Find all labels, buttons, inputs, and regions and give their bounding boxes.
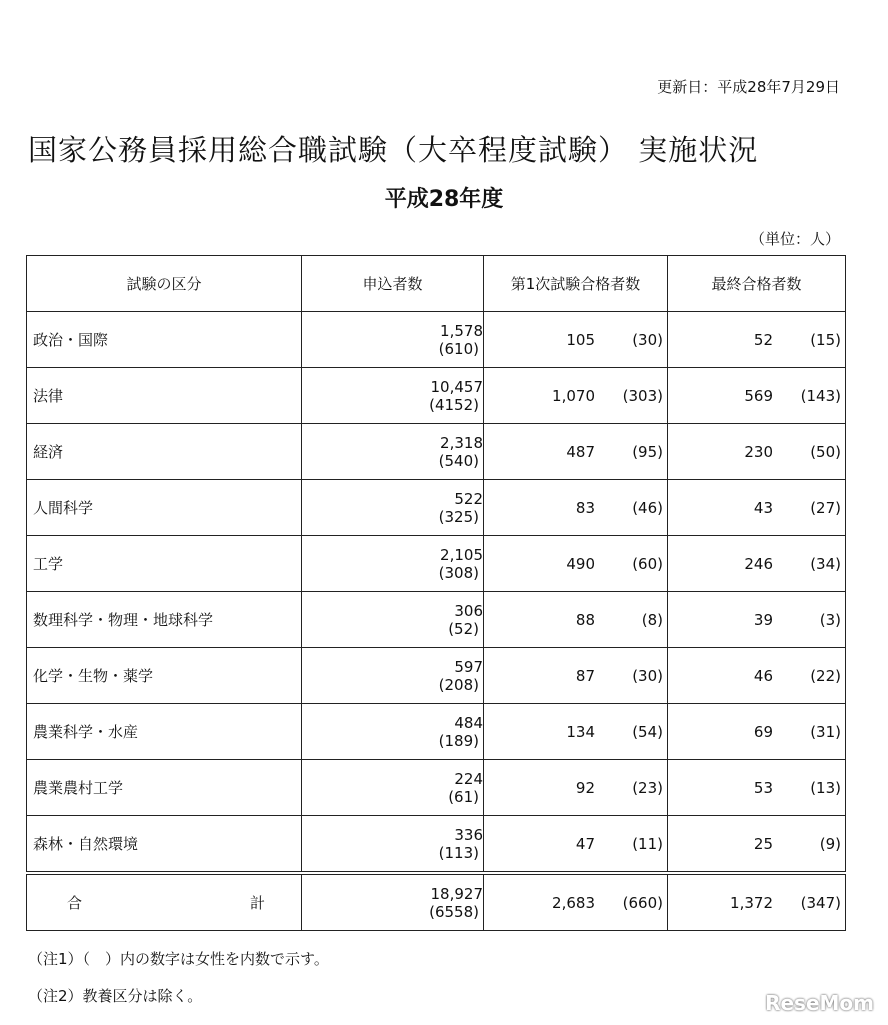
first-pass-cell (484, 592, 668, 648)
female-value: (325) (438, 507, 479, 526)
final-pass-cell (668, 816, 846, 874)
female-value: (9) (819, 834, 841, 853)
value: 83 (575, 498, 595, 517)
total-final-pass (668, 873, 846, 931)
category-cell: 農業科学・水産 (27, 704, 302, 760)
final-pass-cell (668, 424, 846, 480)
updated-date: 更新日：平成28年7月29日 (657, 78, 840, 96)
applicants-cell (302, 536, 484, 592)
value: 2,683 (552, 893, 595, 912)
female-value: (30) (632, 330, 663, 349)
female-value: (3) (819, 610, 841, 629)
value: 10,457 (430, 377, 483, 396)
female-value: (347) (800, 893, 841, 912)
female-value: (27) (810, 498, 841, 517)
value: 569 (744, 386, 773, 405)
category-cell: 人間科学 (27, 480, 302, 536)
female-value: (143) (800, 386, 841, 405)
final-pass-cell (668, 368, 846, 424)
category-cell: 農業農村工学 (27, 760, 302, 816)
value: 134 (566, 722, 595, 741)
total-label-1: 合 (67, 894, 83, 912)
female-value: (660) (622, 893, 663, 912)
final-pass-cell (668, 592, 846, 648)
female-value: (610) (438, 339, 479, 358)
value: 53 (753, 778, 773, 797)
page-subtitle: 平成28年度 (384, 187, 504, 212)
category-cell: 法律 (27, 368, 302, 424)
applicants-cell (302, 424, 484, 480)
female-value: (13) (810, 778, 841, 797)
female-value: (22) (810, 666, 841, 685)
category-cell: 化学・生物・薬学 (27, 648, 302, 704)
category-cell: 森林・自然環境 (27, 816, 302, 874)
first-pass-cell (484, 312, 668, 368)
table-row (27, 704, 846, 760)
note-2: （注2）教養区分は除く。 (28, 987, 203, 1005)
table-row (27, 312, 846, 368)
value: 88 (575, 610, 595, 629)
female-value: (61) (448, 787, 479, 806)
female-value: (23) (632, 778, 663, 797)
results-table (26, 255, 846, 931)
table-row (27, 648, 846, 704)
value: 87 (575, 666, 595, 685)
female-value: (60) (632, 554, 663, 573)
value: 105 (566, 330, 595, 349)
applicants-cell (302, 704, 484, 760)
value: 1,372 (730, 893, 773, 912)
first-pass-cell (484, 424, 668, 480)
female-value: (50) (810, 442, 841, 461)
value: 306 (454, 601, 483, 620)
category-cell: 経済 (27, 424, 302, 480)
value: 336 (454, 825, 483, 844)
final-pass-cell (668, 704, 846, 760)
value: 69 (753, 722, 773, 741)
applicants-cell (302, 648, 484, 704)
first-pass-cell (484, 368, 668, 424)
total-applicants (302, 873, 484, 931)
value: 522 (454, 489, 483, 508)
value: 490 (566, 554, 595, 573)
female-value: (95) (632, 442, 663, 461)
total-label (27, 873, 302, 931)
header-final-pass: 最終合格者数 (668, 256, 846, 312)
note-1: （注1）（ ）内の数字は女性を内数で示す。 (28, 950, 329, 968)
first-pass-cell (484, 536, 668, 592)
unit-label: （単位：人） (749, 230, 840, 248)
total-label-2: 計 (249, 894, 265, 912)
value: 47 (575, 834, 595, 853)
header-row (27, 256, 846, 312)
value: 246 (744, 554, 773, 573)
value: 2,318 (440, 433, 483, 452)
value: 1,578 (440, 321, 483, 340)
final-pass-cell (668, 648, 846, 704)
table-row (27, 536, 846, 592)
applicants-cell (302, 816, 484, 874)
female-value: (308) (438, 563, 479, 582)
female-value: (4152) (429, 395, 479, 414)
female-value: (189) (438, 731, 479, 750)
female-value: (31) (810, 722, 841, 741)
table-row (27, 424, 846, 480)
final-pass-cell (668, 312, 846, 368)
table-row (27, 480, 846, 536)
final-pass-cell (668, 760, 846, 816)
first-pass-cell (484, 816, 668, 874)
value: 25 (753, 834, 773, 853)
value: 224 (454, 769, 483, 788)
female-value: (303) (622, 386, 663, 405)
total-first-pass (484, 873, 668, 931)
resemom-logo: ReseMom (765, 991, 874, 1015)
value: 484 (454, 713, 483, 732)
table-row (27, 760, 846, 816)
value: 1,070 (552, 386, 595, 405)
header-applicants: 申込者数 (302, 256, 484, 312)
female-value: (11) (632, 834, 663, 853)
value: 230 (744, 442, 773, 461)
value: 39 (753, 610, 773, 629)
applicants-cell (302, 480, 484, 536)
female-value: (46) (632, 498, 663, 517)
female-value: (34) (810, 554, 841, 573)
category-cell: 政治・国際 (27, 312, 302, 368)
applicants-cell (302, 312, 484, 368)
final-pass-cell (668, 480, 846, 536)
value: 2,105 (440, 545, 483, 564)
female-value: (6558) (429, 902, 479, 921)
header-first-pass: 第1次試験合格者数 (484, 256, 668, 312)
applicants-cell (302, 592, 484, 648)
female-value: (8) (641, 610, 663, 629)
first-pass-cell (484, 648, 668, 704)
table-row (27, 816, 846, 874)
first-pass-cell (484, 760, 668, 816)
table-row (27, 592, 846, 648)
first-pass-cell (484, 704, 668, 760)
female-value: (15) (810, 330, 841, 349)
applicants-cell (302, 760, 484, 816)
female-value: (54) (632, 722, 663, 741)
value: 52 (753, 330, 773, 349)
table-row (27, 368, 846, 424)
female-value: (52) (448, 619, 479, 638)
value: 597 (454, 657, 483, 676)
category-cell: 数理科学・物理・地球科学 (27, 592, 302, 648)
value: 46 (753, 666, 773, 685)
page-title: 国家公務員採用総合職試験（大卒程度試験） 実施状況 (28, 133, 759, 167)
applicants-cell (302, 368, 484, 424)
female-value: (30) (632, 666, 663, 685)
value: 487 (566, 442, 595, 461)
value: 92 (575, 778, 595, 797)
final-pass-cell (668, 536, 846, 592)
header-category: 試験の区分 (27, 256, 302, 312)
female-value: (540) (438, 451, 479, 470)
category-cell: 工学 (27, 536, 302, 592)
value: 18,927 (430, 884, 483, 903)
total-row (27, 873, 846, 931)
value: 43 (753, 498, 773, 517)
female-value: (208) (438, 675, 479, 694)
first-pass-cell (484, 480, 668, 536)
female-value: (113) (438, 843, 479, 862)
